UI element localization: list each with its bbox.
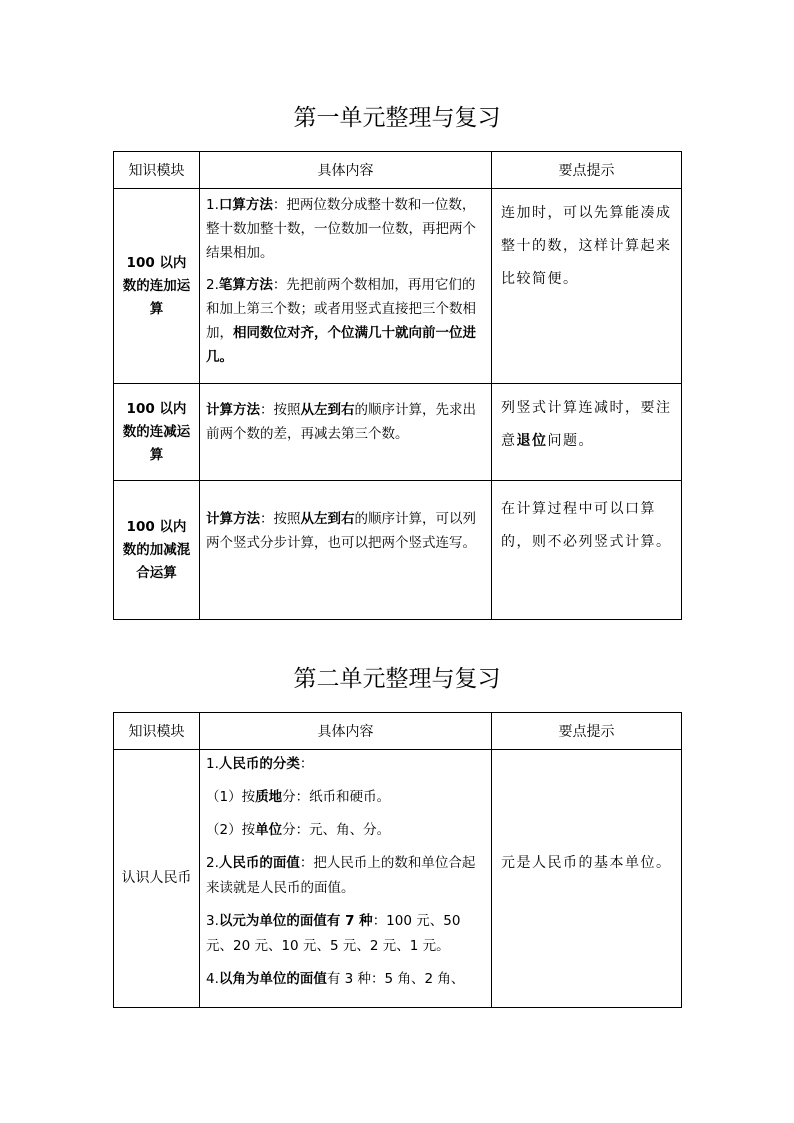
bold-rule: 相同数位对齐，个位满几十就向前一位进几。	[206, 325, 476, 365]
content-cell	[200, 189, 492, 384]
content-cell	[200, 750, 492, 1008]
bold-term: 人民币的分类	[218, 756, 300, 772]
content-paragraph	[206, 818, 485, 843]
tip-cell: 元是人民币的基本单位。	[492, 750, 682, 1008]
tip-cell	[492, 384, 682, 481]
content-paragraph	[206, 785, 485, 810]
tip-text: 问题。	[547, 433, 594, 449]
content-paragraph	[206, 851, 485, 901]
bold-term: 人民币的面值	[218, 855, 300, 871]
content-paragraph	[206, 909, 485, 959]
header-content: 具体内容	[200, 713, 492, 750]
paragraph-text: ：按照	[260, 402, 301, 418]
table-header-row	[114, 713, 682, 750]
paragraph-number: 4.	[206, 971, 219, 987]
paragraph-number: 1.	[206, 197, 219, 213]
paragraph-text: 分：纸币和硬币。	[282, 789, 391, 805]
bold-term: 计算方法	[206, 511, 260, 527]
paragraph-text: （2）按	[206, 822, 256, 838]
unit2-title: 第二单元整理与复习	[293, 666, 501, 692]
bold-term: 计算方法	[206, 402, 260, 418]
bold-term: 以角为单位的面值	[218, 971, 327, 987]
bold-term: 以元为单位的面值有 7 种	[218, 913, 373, 929]
bold-term: 单位	[255, 822, 283, 838]
table-row	[114, 384, 682, 481]
paragraph-text: ：先把前两个数相加，再用它们的和加上第三个数；或者用竖式直接把三个数相加，	[206, 277, 476, 341]
bold-term: 从左到右	[300, 511, 355, 527]
content-cell	[200, 384, 492, 481]
paragraph-text: ：把人民币上的数和单位合起来读就是人民币的面值。	[206, 855, 476, 896]
tip-text: 列竖式计算连减时，要注意	[501, 400, 672, 449]
paragraph-number: 1.	[206, 756, 219, 772]
unit1-table	[113, 151, 682, 620]
paragraph-text: 有 3 种：5 角、2 角、	[326, 971, 465, 987]
unit2-table	[113, 712, 682, 1008]
tip-cell: 在计算过程中可以口算的，则不必列竖式计算。	[492, 481, 682, 620]
paragraph-text: 的顺序计算，先求出前两个数的差，再减去第三个数。	[206, 402, 476, 442]
module-cell: 认识人民币	[114, 750, 200, 1008]
paragraph-number: 3.	[206, 913, 219, 929]
tip-bold: 退位	[516, 433, 548, 449]
bold-term: 从左到右	[300, 402, 355, 418]
paragraph-number: 2.	[206, 855, 219, 871]
content-paragraph	[206, 967, 485, 992]
header-tips: 要点提示	[492, 152, 682, 189]
paragraph-text: ：把两位数分成整十数和一位数，整十数加整十数，一位数加一位数，再把两个结果相加。	[206, 197, 476, 261]
table-row	[114, 481, 682, 620]
unit1-title: 第一单元整理与复习	[293, 105, 501, 131]
table-header-row	[114, 152, 682, 189]
paragraph-text: ：100 元、50 元、20 元、10 元、5 元、2 元、1 元。	[206, 913, 461, 954]
header-tips: 要点提示	[492, 713, 682, 750]
header-content: 具体内容	[200, 152, 492, 189]
table-row	[114, 750, 682, 1008]
paragraph-text: 分：元、角、分。	[282, 822, 391, 838]
module-cell: 100 以内数的连加运算	[114, 189, 200, 384]
content-paragraph	[206, 752, 485, 777]
content-paragraph	[206, 193, 485, 265]
tip-cell: 连加时，可以先算能凑成整十的数，这样计算起来比较简便。	[492, 189, 682, 384]
content-paragraph	[206, 398, 485, 446]
table-row	[114, 189, 682, 384]
paragraph-text: （1）按	[206, 789, 256, 805]
content-cell	[200, 481, 492, 620]
header-module: 知识模块	[114, 152, 200, 189]
bold-term: 口算方法	[218, 197, 273, 213]
paragraph-text: ：按照	[260, 511, 301, 527]
bold-term: 笔算方法	[218, 277, 273, 293]
paragraph-number: 2.	[206, 277, 219, 293]
module-cell: 100 以内数的加减混合运算	[114, 481, 200, 620]
content-paragraph	[206, 273, 485, 369]
paragraph-text: ：	[299, 756, 314, 772]
bold-term: 质地	[255, 789, 283, 805]
paragraph-text: 的顺序计算，可以列两个竖式分步计算，也可以把两个竖式连写。	[206, 511, 476, 551]
module-cell: 100 以内数的连减运算	[114, 384, 200, 481]
content-paragraph	[206, 507, 485, 555]
header-module: 知识模块	[114, 713, 200, 750]
